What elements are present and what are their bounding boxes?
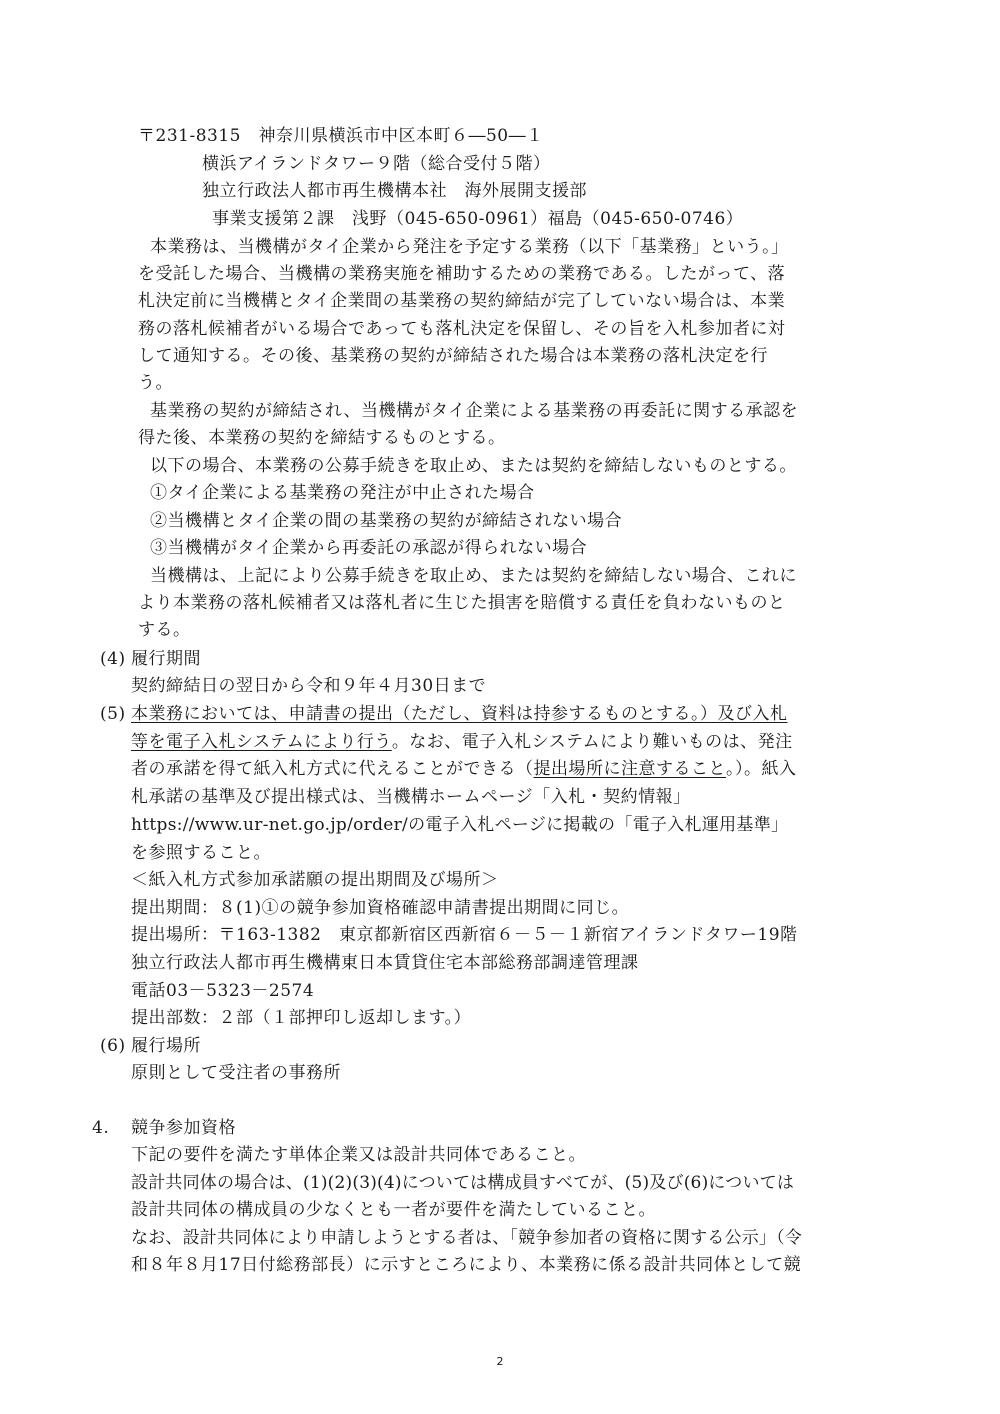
paragraph-line: 和８年８月17日付総務部長）に示すところにより、本業務に係る設計共同体として競 <box>131 1255 802 1275</box>
section-number: 4. <box>92 1118 110 1138</box>
paragraph-line <box>131 703 788 725</box>
paragraph-line: 基業務の契約が締結され、当機構がタイ企業による基業務の再委託に関する承認を <box>150 401 799 421</box>
condition-item: ②当機構とタイ企業の間の基業務の契約が締結されない場合 <box>150 511 623 531</box>
paragraph-line: 設計共同体の構成員の少なくとも一者が要件を満たしていること。 <box>131 1200 656 1220</box>
section-number: (5) <box>100 704 126 724</box>
paragraph-line: 下記の要件を満たす単体企業又は設計共同体であること。 <box>131 1145 586 1165</box>
section-body: 原則として受注者の事務所 <box>131 1063 341 1083</box>
section-body: 契約締結日の翌日から令和９年４月30日まで <box>131 676 487 696</box>
section-number: (4) <box>100 649 126 669</box>
paragraph-line: より本業務の落札候補者又は落札者に生じた損害を賠償する責任を負わないものと <box>138 593 786 613</box>
phone-line: 電話03－5323－2574 <box>131 981 315 1001</box>
address-line-3: 独立行政法人都市再生機構本社 海外展開支援部 <box>202 181 587 201</box>
paragraph-line: 独立行政法人都市再生機構東日本賃貸住宅本部総務部調達管理課 <box>131 953 639 973</box>
paragraph-line: 札決定前に当機構とタイ企業間の基業務の契約締結が完了していない場合は、本業 <box>138 291 786 311</box>
paragraph-line: 以下の場合、本業務の公募手続きを取止め、または契約を締結しないものとする。 <box>150 456 797 476</box>
paragraph-line: 提出部数：２部（１部押印し返却します。） <box>131 1008 472 1028</box>
section-title: 競争参加資格 <box>131 1118 236 1138</box>
section-number: (6) <box>100 1036 126 1056</box>
address-line-2: 横浜アイランドタワー９階（総合受付５階） <box>202 154 551 174</box>
paragraph-line: を参照すること。 <box>131 843 271 863</box>
paragraph-line: 者の承諾を得て紙入札方式に代えることができる（提出場所に注意すること。）。紙入 <box>131 759 797 779</box>
paragraph-line: を受託した場合、当機構の業務実施を補助するための業務である。したがって、落 <box>138 264 786 284</box>
paragraph-line: 札承諾の基準及び提出様式は、当機構ホームページ「入札・契約情報」 <box>131 787 691 807</box>
paragraph-line: 提出場所：〒163-1382 東京都新宿区西新宿６－５－１新宿アイランドタワー19階 <box>131 925 798 945</box>
paragraph-line: 提出期間：８(1)①の競争参加資格確認申請書提出期間に同じ。 <box>131 898 630 918</box>
subheading: ＜紙入札方式参加承諾願の提出期間及び場所＞ <box>131 870 499 890</box>
condition-item: ③当機構がタイ企業から再委託の承認が得られない場合 <box>150 538 588 558</box>
paragraph-line: する。 <box>138 620 191 640</box>
section-title: 履行場所 <box>131 1036 201 1056</box>
underlined-text: 本業務においては、申請書の提出（ただし、資料は持参するものとする。）及び入札 <box>131 704 788 724</box>
paragraph-line: 当機構は、上記により公募手続きを取止め、または契約を締結しない場合、これに <box>150 566 797 586</box>
underlined-text: 等を電子入札システムにより行う <box>131 732 392 752</box>
condition-item: ①タイ企業による基業務の発注が中止された場合 <box>150 483 535 503</box>
paragraph-line: う。 <box>138 373 173 393</box>
url-line: https://www.ur-net.go.jp/order/の電子入札ページに掲載の「電子入札運用基準」 <box>131 815 789 835</box>
paragraph-line: なお、設計共同体により申請しようとする者は、「競争参加者の資格に関する公示」（令 <box>131 1228 802 1248</box>
address-line-4: 事業支援第２課 浅野（045-650-0961）福島（045-650-0746） <box>212 209 744 229</box>
address-line-1: 〒231-8315 神奈川県横浜市中区本町６―50―１ <box>138 126 544 146</box>
page-number: 2 <box>496 1355 504 1368</box>
paragraph-line: 設計共同体の場合は、(1)(2)(3)(4)については構成員すべてが、(5)及び(6)については <box>131 1173 795 1193</box>
paragraph-line: 等を電子入札システムにより行う。なお、電子入札システムにより難いものは、発注 <box>131 732 793 752</box>
paragraph-line: して通知する。その後、基業務の契約が締結された場合は本業務の落札決定を行 <box>138 346 768 366</box>
paragraph-line: 得た後、本業務の契約を締結するものとする。 <box>138 428 506 448</box>
paragraph-line: 務の落札候補者がいる場合であっても落札決定を保留し、その旨を入札参加者に対 <box>138 319 786 339</box>
paragraph-line: 本業務は、当機構がタイ企業から発注を予定する業務（以下「基業務」という。」 <box>150 237 789 257</box>
underlined-text: 提出場所に注意すること <box>533 759 726 779</box>
section-title: 履行期間 <box>131 649 201 669</box>
